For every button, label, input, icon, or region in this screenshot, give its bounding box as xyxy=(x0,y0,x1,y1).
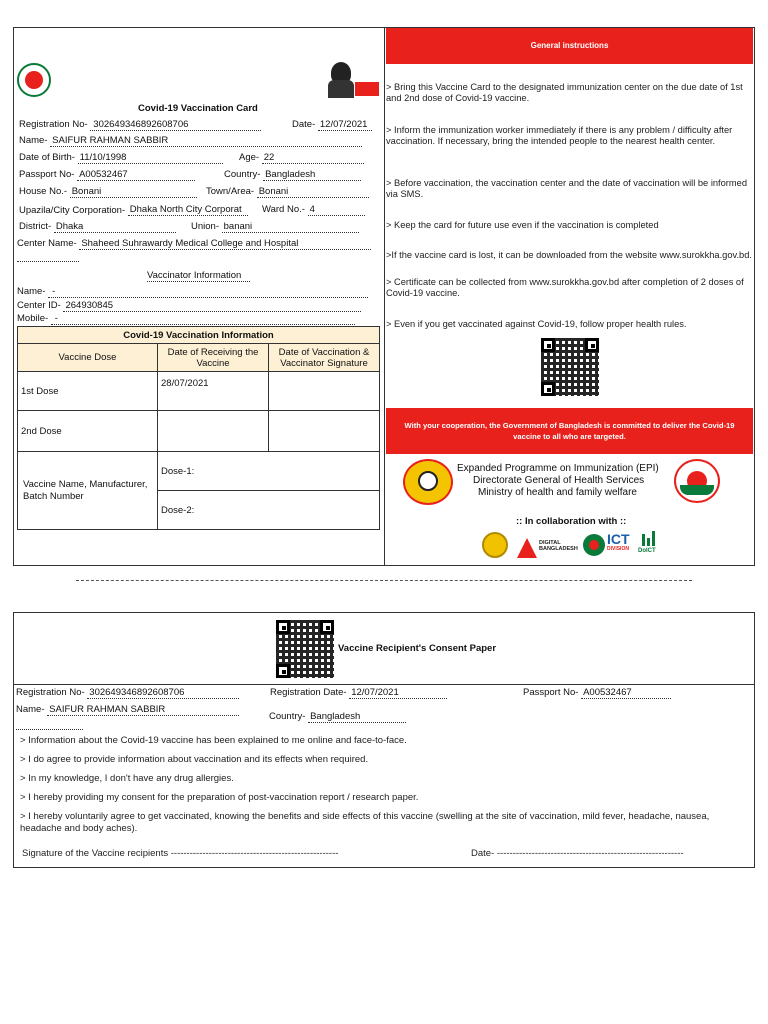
upazila-label: Upazila/City Corporation- xyxy=(19,205,126,216)
epi-logo-icon xyxy=(403,459,453,505)
commitment-banner: With your cooperation, the Government of Bangladesh is committed to deliver the Covid-19 vaccine to all who are targeted. xyxy=(386,408,753,454)
consent-registration-label: Registration No- xyxy=(16,687,85,698)
ict-division-logo-icon xyxy=(607,532,637,558)
epi-line2: Directorate General of Health Services xyxy=(473,475,645,486)
mujib-year-logo-icon xyxy=(325,60,380,100)
union-value: banani xyxy=(222,221,359,233)
mobile-field xyxy=(17,313,355,325)
col-date-receiving: Date of Receiving the Vaccine xyxy=(158,344,269,372)
instruction-item: > Even if you get vaccinated against Covid-19, follow proper health rules. xyxy=(386,319,687,329)
epi-line1: Expanded Programme on Immunization (EPI) xyxy=(457,463,659,474)
dob-label: Date of Birth- xyxy=(19,152,75,163)
registration-label: Registration No- xyxy=(19,119,88,130)
district-value: Dhaka xyxy=(54,221,176,233)
dob-field xyxy=(19,152,223,164)
vaccinator-name-label: Name- xyxy=(17,286,46,297)
table-title: Covid-19 Vaccination Information xyxy=(18,327,380,344)
epi-line3: Ministry of health and family welfare xyxy=(478,487,637,498)
col-vaccine-dose: Vaccine Dose xyxy=(18,344,158,372)
consent-reg-date-value: 12/07/2021 xyxy=(349,687,447,699)
consent-passport-field xyxy=(523,687,671,699)
consent-point: > I do agree to provide information about vaccination and its effects when required. xyxy=(20,754,369,765)
age-label: Age- xyxy=(239,152,260,163)
consent-point: > In my knowledge, I don't have any drug allergies. xyxy=(20,773,234,784)
qr-code-icon xyxy=(541,338,599,396)
card-title: Covid-19 Vaccination Card xyxy=(138,103,258,114)
mobile-value: - xyxy=(51,313,355,325)
date-label: Date- xyxy=(292,119,316,130)
house-field xyxy=(19,186,197,198)
center-label: Center Name- xyxy=(17,238,77,249)
instruction-item: > Before vaccination, the vaccination center and the date of vaccination will be informed via SMS. xyxy=(386,178,747,199)
country-label: Country- xyxy=(224,169,261,180)
ward-value: 4 xyxy=(308,204,365,216)
ict-division-text: DIVISION xyxy=(607,546,629,552)
consent-point: > I hereby providing my consent for the preparation of post-vaccination report / research paper. xyxy=(20,792,419,803)
consent-name-label: Name- xyxy=(16,704,45,715)
consent-name-field xyxy=(16,704,239,716)
mobile-label: Mobile- xyxy=(17,313,49,324)
government-seal-icon xyxy=(17,63,51,97)
center-field xyxy=(17,238,371,250)
consent-registration-field xyxy=(16,687,239,699)
govt-circle-logo-icon xyxy=(583,534,605,556)
doict-text: DoICT xyxy=(638,548,656,554)
name-field xyxy=(19,135,362,147)
dose2-vaccine-field: Dose-2: xyxy=(158,491,380,530)
upazila-field xyxy=(19,204,248,216)
card-divider xyxy=(384,27,385,566)
passport-label: Passport No- xyxy=(19,169,75,180)
consent-point: > Information about the Covid-19 vaccine has been explained to me online and face-to-face. xyxy=(20,735,407,746)
center-id-label: Center ID- xyxy=(17,300,61,311)
vaccine-info-label: Vaccine Name, Manufacturer, Batch Number xyxy=(18,452,158,530)
consent-point: > I hereby voluntarily agree to get vaccinated, knowing the benefits and side effects of this vaccine (swelling at the site of vaccination, mild fever, headache, nausea, headache and body aches). xyxy=(20,811,710,834)
vaccination-info-table xyxy=(17,326,380,530)
dose2-date xyxy=(158,411,269,452)
consent-country-field xyxy=(269,711,406,723)
center-value: Shaheed Suhrawardy Medical College and Hospital xyxy=(79,238,371,250)
district-field xyxy=(19,221,176,233)
dose1-date: 28/07/2021 xyxy=(158,372,269,411)
consent-qr-code-icon xyxy=(276,620,334,678)
vaccinator-name-field xyxy=(17,286,368,298)
vaccinator-title-underline xyxy=(147,280,250,282)
cut-line xyxy=(76,580,692,581)
dose2-signature xyxy=(269,411,380,452)
ward-field xyxy=(262,204,365,216)
vaccinator-name-value: - xyxy=(48,286,368,298)
name-value: SAIFUR RAHMAN SABBIR xyxy=(50,135,362,147)
consent-title: Vaccine Recipient's Consent Paper xyxy=(338,643,497,654)
dose1-signature xyxy=(269,372,380,411)
consent-country-label: Country- xyxy=(269,711,306,722)
digital-bangladesh-text: DIGITAL BANGLADESH xyxy=(539,540,578,552)
center-continuation-line xyxy=(17,252,79,262)
digital-bangladesh-logo-icon xyxy=(517,530,577,558)
age-field xyxy=(239,152,364,164)
center-id-field xyxy=(17,300,361,312)
dose2-label: 2nd Dose xyxy=(18,411,158,452)
consent-reg-date-field xyxy=(270,687,447,699)
instructions-title: General instructions xyxy=(386,28,753,64)
upazila-value: Dhaka North City Corporat xyxy=(128,204,248,216)
col-date-vaccination: Date of Vaccination & Vaccinator Signature xyxy=(269,344,380,372)
instruction-item: >If the vaccine card is lost, it can be downloaded from the website www.surokkha.gov.bd. xyxy=(386,250,752,260)
ict-logo-text: ICT xyxy=(607,531,630,547)
consent-header-divider xyxy=(13,684,755,685)
instruction-item: > Certificate can be collected from www.surokkha.gov.bd after completion of 2 doses of Covid-19 vaccine. xyxy=(386,277,744,298)
instruction-item: > Bring this Vaccine Card to the designated immunization center on the due date of 1st and 2nd dose of Covid-19 vaccine. xyxy=(386,82,743,103)
union-label: Union- xyxy=(191,221,219,232)
consent-name-continuation-line xyxy=(16,720,83,730)
union-field xyxy=(191,221,359,233)
age-value: 22 xyxy=(262,152,364,164)
district-label: District- xyxy=(19,221,52,232)
passport-value: A00532467 xyxy=(77,169,195,181)
town-field xyxy=(206,186,369,198)
passport-field xyxy=(19,169,195,181)
doict-logo-icon xyxy=(638,530,660,558)
consent-country-value: Bangladesh xyxy=(308,711,406,723)
consent-registration-value: 302649346892608706 xyxy=(87,687,239,699)
dghs-logo-icon xyxy=(674,459,720,503)
collaboration-title: :: In collaboration with :: xyxy=(516,516,627,527)
country-field xyxy=(224,169,361,181)
center-id-value: 264930845 xyxy=(63,300,361,312)
registration-field xyxy=(19,119,261,131)
instruction-item: > Keep the card for future use even if the vaccination is completed xyxy=(386,220,659,230)
bangladesh-seal-icon xyxy=(482,532,508,558)
dob-value: 11/10/1998 xyxy=(78,152,223,164)
consent-reg-date-label: Registration Date- xyxy=(270,687,347,698)
consent-name-value: SAIFUR RAHMAN SABBIR xyxy=(47,704,239,716)
house-label: House No.- xyxy=(19,186,68,197)
country-value: Bangladesh xyxy=(263,169,361,181)
instruction-item: > Inform the immunization worker immediately if there is any problem / difficulty after vaccination. If necessary, bring the intended people to the nearest health center. xyxy=(386,125,733,146)
registration-value: 302649346892608706 xyxy=(90,119,261,131)
house-value: Bonani xyxy=(70,186,197,198)
consent-passport-value: A00532467 xyxy=(581,687,671,699)
consent-date-line: Date- ----------------------------------------------------------- xyxy=(471,848,684,859)
consent-passport-label: Passport No- xyxy=(523,687,579,698)
date-value: 12/07/2021 xyxy=(318,119,372,131)
dose1-vaccine-field: Dose-1: xyxy=(158,452,380,491)
date-field xyxy=(292,119,372,131)
name-label: Name- xyxy=(19,135,48,146)
signature-line: Signature of the Vaccine recipients ----------------------------------------------------- xyxy=(22,848,339,859)
town-label: Town/Area- xyxy=(206,186,255,197)
town-value: Bonani xyxy=(257,186,369,198)
vaccinator-title: Vaccinator Information xyxy=(147,270,242,281)
dose1-label: 1st Dose xyxy=(18,372,158,411)
ward-label: Ward No.- xyxy=(262,204,305,215)
